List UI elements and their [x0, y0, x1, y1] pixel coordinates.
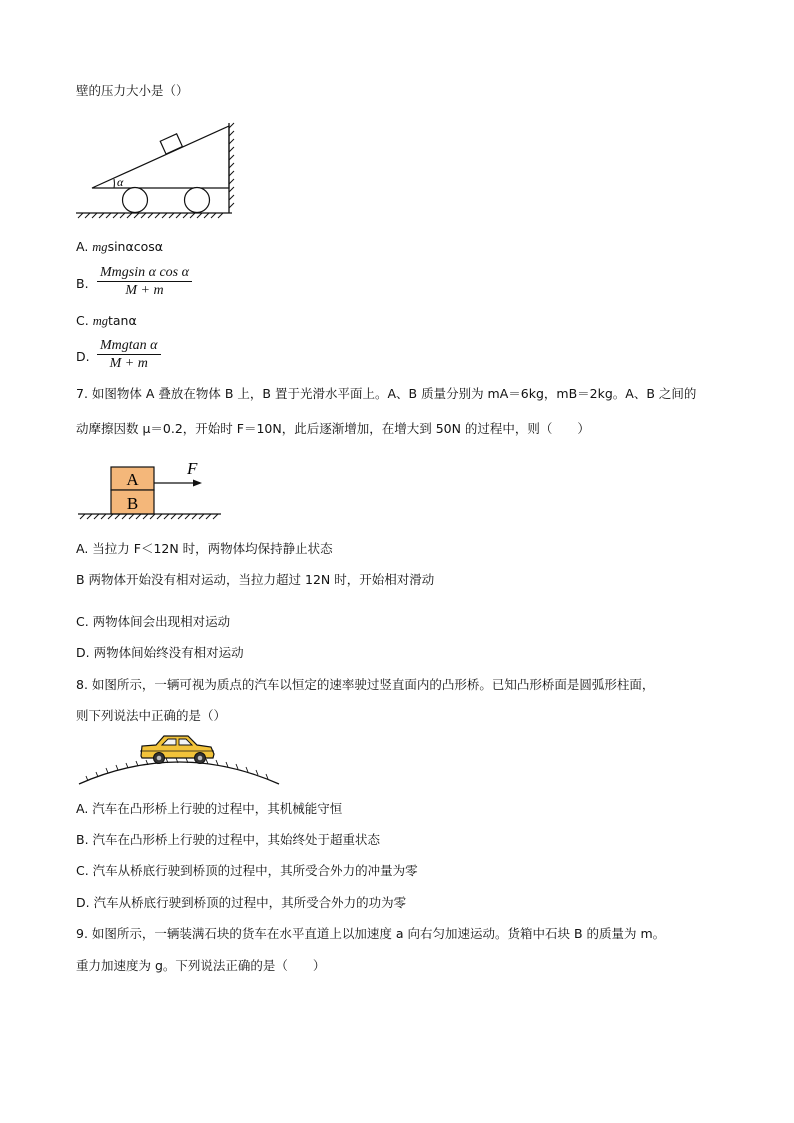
- q6-a-prefix: A.: [76, 239, 93, 254]
- q6-c-mg: mg: [92, 314, 108, 328]
- q8-stem-line2: 则下列说法中正确的是（）: [76, 708, 227, 723]
- q6-b-denominator: M + m: [125, 283, 164, 298]
- q8-stem-line1: 8. 如图所示，一辆可视为质点的汽车以恒定的速率驶过竖直面内的凸形桥。已知凸形桥面是圆弧形柱面，: [76, 677, 655, 692]
- q9-stem-line2: 重力加速度为 g。下列说法正确的是（ ）: [76, 958, 326, 973]
- q7-option-b: B 两物体开始没有相对运动，当拉力超过 12N 时，开始相对滑动: [76, 572, 435, 587]
- q6-d-numerator: Mmgtan α: [97, 337, 161, 355]
- q8-option-a: A. 汽车在凸形桥上行驶的过程中，其机械能守恒: [76, 801, 343, 816]
- intro-line: 壁的压力大小是（）: [76, 83, 189, 98]
- incline-angle-label: α: [117, 175, 124, 189]
- q7-option-a: A. 当拉力 F＜12N 时，两物体均保持静止状态: [76, 541, 333, 556]
- q8-option-d: D. 汽车从桥底行驶到桥顶的过程中，其所受合外力的功为零: [76, 895, 407, 910]
- q6-option-d-label: D.: [76, 349, 90, 364]
- force-label: F: [187, 459, 198, 478]
- q7-stem-line2: 动摩擦因数 μ＝0.2，开始时 F＝10N，此后逐渐增加，在增大到 50N 的过程中，则（ ）: [76, 421, 590, 436]
- q6-option-d-fraction: [97, 337, 161, 372]
- q6-option-b-label: B.: [76, 276, 89, 291]
- incline-figure: [74, 118, 244, 220]
- bridge-figure: [76, 732, 286, 790]
- q7-option-d: D. 两物体间始终没有相对运动: [76, 645, 244, 660]
- q6-d-denominator: M + m: [109, 356, 148, 371]
- q6-option-a: [76, 238, 163, 256]
- bridge-arc: [79, 762, 279, 784]
- q6-option-b-fraction: [97, 264, 192, 299]
- q8-option-b: B. 汽车在凸形桥上行驶的过程中，其始终处于超重状态: [76, 832, 381, 847]
- q8-option-c: C. 汽车从桥底行驶到桥顶的过程中，其所受合外力的冲量为零: [76, 863, 418, 878]
- q6-c-rest: tanα: [107, 313, 137, 328]
- q6-a-mg: mg: [92, 240, 108, 254]
- q6-a-rest: sinαcosα: [107, 239, 163, 254]
- q6-b-numerator: Mmgsin α cos α: [97, 264, 192, 282]
- blocks-figure: [76, 455, 226, 525]
- block-a-label: A: [126, 470, 139, 489]
- block-b-label: B: [126, 494, 139, 513]
- q7-option-c: C. 两物体间会出现相对运动: [76, 614, 231, 629]
- q7-stem-line1: 7. 如图物体 A 叠放在物体 B 上，B 置于光滑水平面上。A、B 质量分别为 mA＝6kg，mB＝2kg。A、B 之间的: [76, 386, 697, 401]
- q6-c-prefix: C.: [76, 313, 93, 328]
- q6-option-c: [76, 312, 137, 330]
- q9-stem-line1: 9. 如图所示，一辆装满石块的货车在水平直道上以加速度 a 向右匀加速运动。货箱中石块 B 的质量为 m。: [76, 926, 666, 941]
